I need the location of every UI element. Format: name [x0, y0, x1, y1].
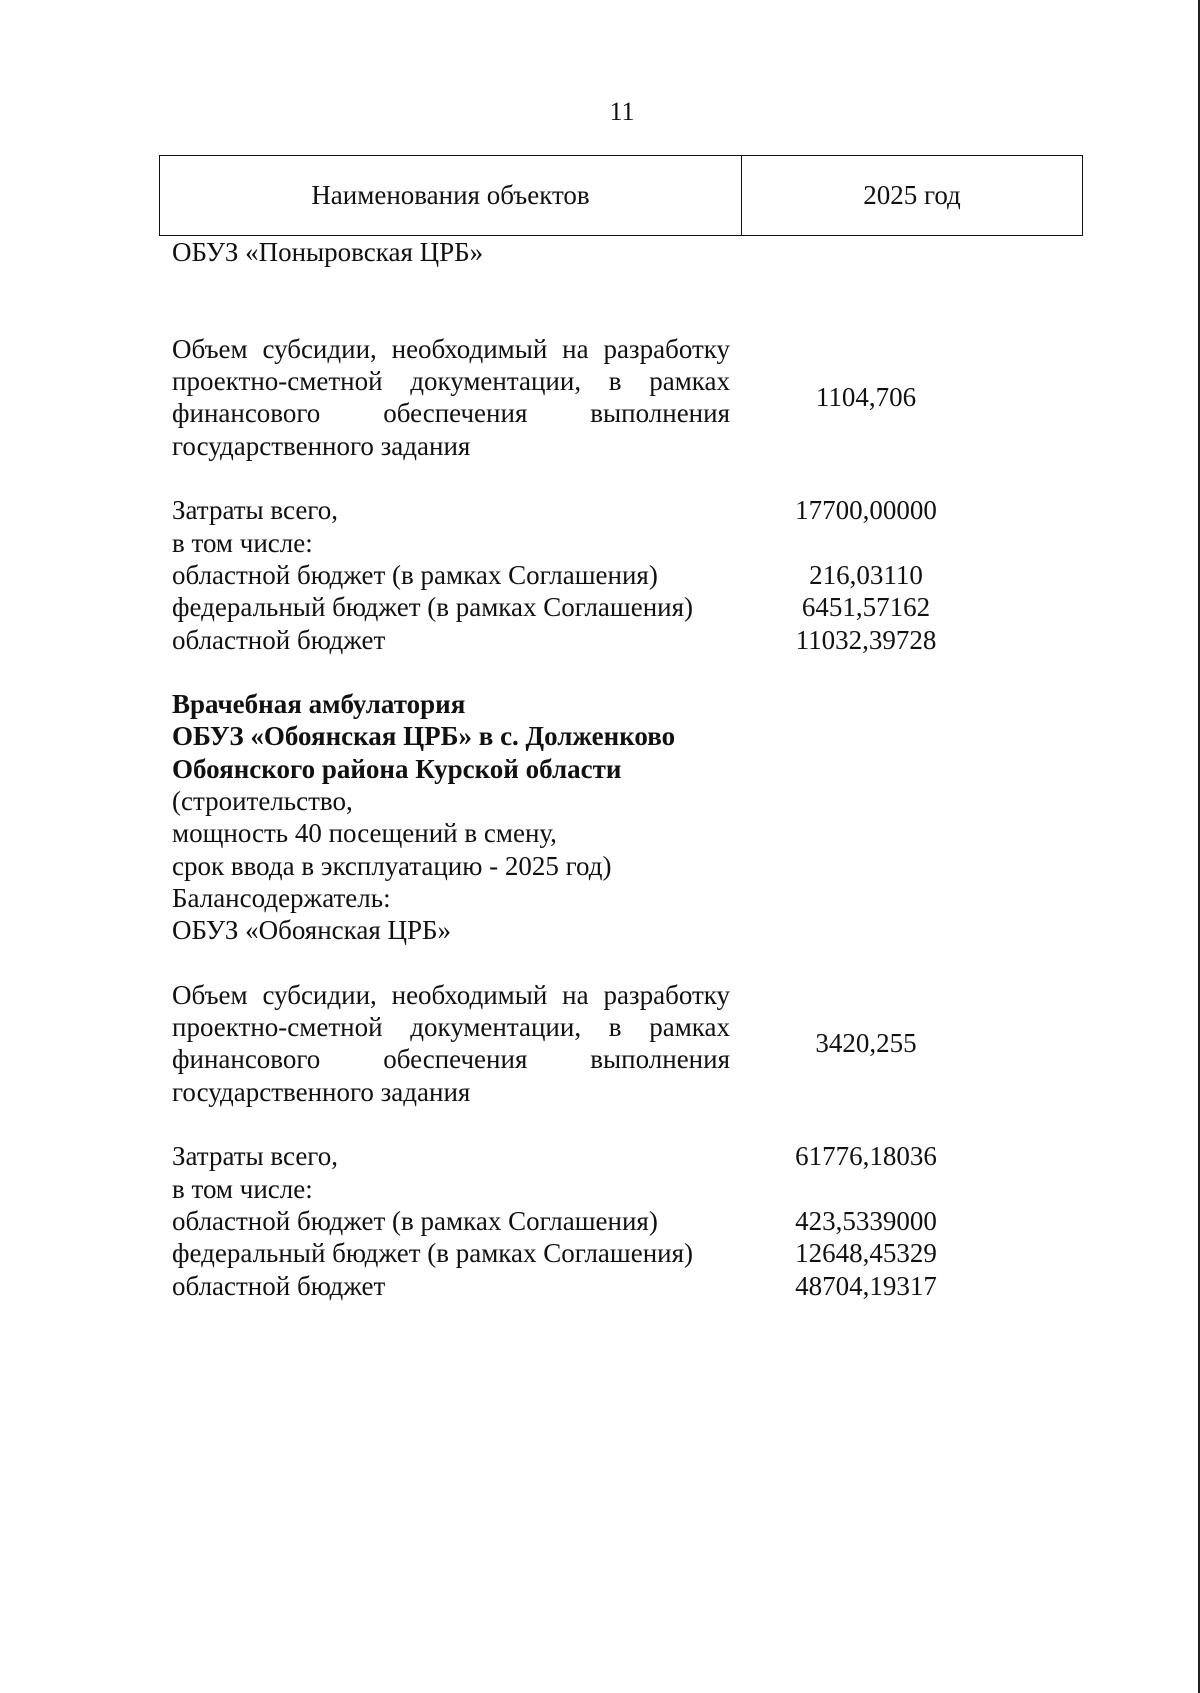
block2-costs-value: 61776,18036	[795, 1141, 937, 1172]
block1-subsidy-value: 1104,706	[815, 382, 917, 413]
block2-including-row	[172, 1173, 992, 1205]
block1-costs-label: Затраты всего,	[172, 495, 338, 526]
block2-including-label: в том числе:	[172, 1173, 313, 1204]
block2-federal-agreement-row	[172, 1237, 992, 1269]
block1-federal-agreement-label: федеральный бюджет (в рамках Соглашения)	[172, 592, 694, 623]
header-year-column: 2025 год	[863, 180, 961, 210]
block2-holder: ОБУЗ «Обоянская ЦРБ»	[172, 915, 452, 946]
block1-regional-label: областной бюджет	[172, 624, 386, 655]
page-number: 11	[609, 97, 635, 126]
block2-desc-line2: мощность 40 посещений в смену,	[172, 818, 557, 849]
block1-federal-agreement-row	[172, 591, 992, 623]
block2-desc-row	[172, 785, 992, 946]
block2-subsidy-text: Объем субсидии, необходимый на разработку проектно-сметной документации, в рамках финансового обеспечения выполнения государственного задания	[172, 979, 730, 1107]
block2-holder-label: Балансодержатель:	[172, 882, 391, 913]
block2-regional-agreement-row	[172, 1205, 992, 1237]
block1-holder-row	[172, 236, 992, 268]
block2-federal-agreement-value: 12648,45329	[795, 1238, 937, 1269]
block2-costs-label: Затраты всего,	[172, 1141, 338, 1172]
block1-including-row	[172, 527, 992, 559]
block1-regional-agreement-label: областной бюджет (в рамках Соглашения)	[172, 559, 658, 590]
block2-description	[172, 785, 730, 946]
block1-including-label: в том числе:	[172, 527, 313, 558]
block2-desc-line1: (строительство,	[172, 786, 353, 817]
block2-title-line2: ОБУЗ «Обоянская ЦРБ» в с. Долженково	[172, 721, 676, 752]
block1-subsidy-text: Объем субсидии, необходимый на разработку проектно-сметной документации, в рамках финансового обеспечения выполнения государственного задания	[172, 333, 730, 461]
block2-title-row	[172, 688, 992, 785]
header-name-column: Наименования объектов	[160, 156, 742, 235]
block2-costs-row	[172, 1140, 992, 1172]
block1-federal-agreement-value: 6451,57162	[801, 592, 931, 623]
block1-regional-value: 11032,39728	[795, 624, 937, 655]
block1-regional-agreement-row	[172, 559, 992, 591]
block2-desc-line3: срок ввода в эксплуатацию - 2025 год)	[172, 850, 612, 881]
block1-costs-row	[172, 494, 992, 526]
block2-federal-agreement-label: федеральный бюджет (в рамках Соглашения)	[172, 1238, 694, 1269]
block1-subsidy-row	[172, 333, 992, 462]
block2-regional-agreement-value: 423,5339000	[795, 1205, 937, 1236]
block2-regional-label: областной бюджет	[172, 1270, 386, 1301]
table-body	[172, 236, 992, 1302]
block1-regional-agreement-value: 216,03110	[809, 559, 923, 590]
block2-title-line1: Врачебная амбулатория	[172, 689, 466, 720]
block2-regional-agreement-label: областной бюджет (в рамках Соглашения)	[172, 1205, 658, 1236]
block2-subsidy-row	[172, 979, 992, 1108]
block1-costs-value: 17700,00000	[795, 495, 937, 526]
block2-regional-row	[172, 1270, 992, 1302]
block1-regional-row	[172, 624, 992, 656]
block2-subsidy-value: 3420,255	[815, 1028, 917, 1059]
block2-title	[172, 688, 812, 785]
block2-title-line3: Обоянского района Курской области	[172, 753, 622, 784]
table-header	[159, 155, 1083, 236]
block2-regional-value: 48704,19317	[795, 1270, 937, 1301]
block1-holder: ОБУЗ «Поныровская ЦРБ»	[172, 237, 484, 267]
